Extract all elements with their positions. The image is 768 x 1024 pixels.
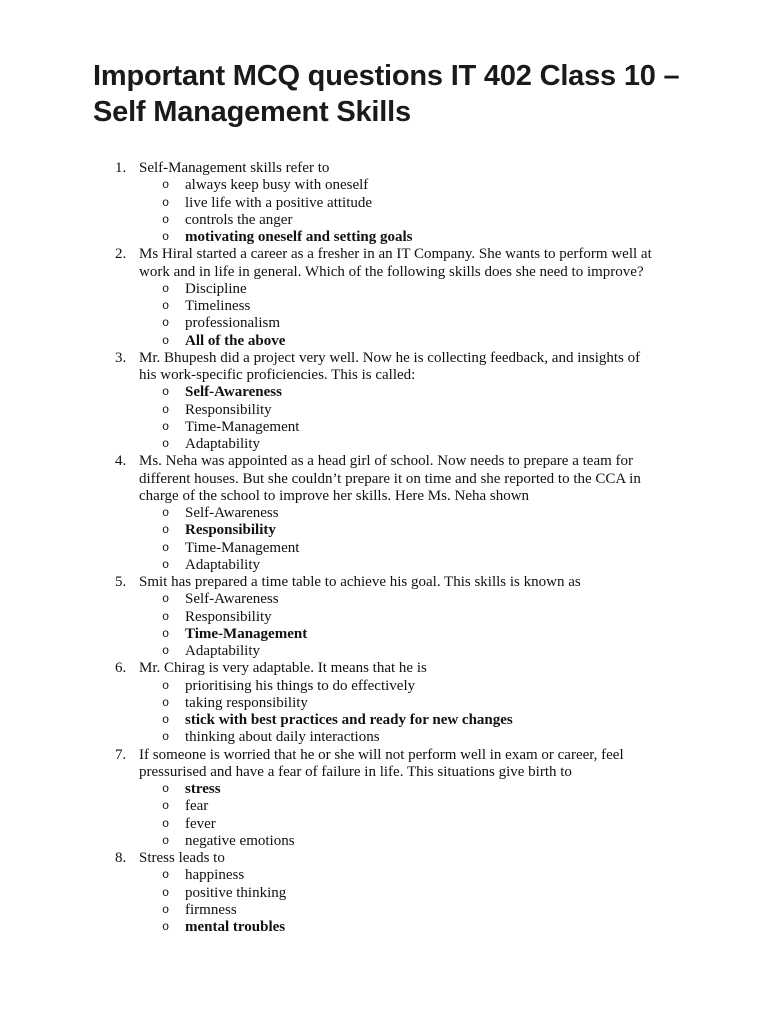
- option-text: mental troubles: [185, 919, 286, 935]
- option-item: [139, 419, 659, 436]
- option-text: negative emotions: [185, 832, 295, 849]
- hollow-bullet-icon: o: [162, 920, 170, 934]
- correct-option: [139, 712, 659, 729]
- option-text: Time-Management: [185, 539, 300, 556]
- correct-option: [139, 522, 659, 539]
- option-item: [139, 798, 659, 815]
- hollow-bullet-icon: o: [162, 506, 170, 520]
- hollow-bullet-icon: o: [162, 299, 170, 313]
- option-text: Responsibility: [185, 608, 272, 625]
- hollow-bullet-icon: o: [162, 609, 170, 624]
- hollow-bullet-icon: o: [162, 540, 170, 555]
- option-text: Responsibility: [185, 522, 276, 539]
- option-item: [139, 281, 659, 298]
- correct-option: [139, 384, 659, 401]
- question-number: 7.: [115, 746, 127, 763]
- question-number: 2.: [115, 246, 127, 263]
- hollow-bullet-icon: o: [162, 695, 170, 710]
- option-item: [139, 816, 659, 833]
- option-list: [139, 177, 659, 246]
- option-text: stick with best practices and ready for new changes: [185, 712, 513, 728]
- option-text: fever: [185, 815, 216, 832]
- option-list: [139, 591, 659, 660]
- question-number: 4.: [115, 453, 127, 470]
- option-item: [139, 678, 659, 695]
- option-text: happiness: [185, 867, 245, 884]
- question-text: Mr. Bhupesh did a project very well. Now he is collecting feedback, and insights of his work-specific proficiencies. This is called:: [139, 349, 641, 383]
- hollow-bullet-icon: o: [162, 212, 170, 227]
- hollow-bullet-icon: o: [162, 902, 170, 917]
- option-text: stress: [185, 781, 221, 797]
- option-item: [139, 540, 659, 557]
- option-text: taking responsibility: [185, 694, 308, 711]
- option-item: [139, 436, 659, 453]
- correct-option: [139, 333, 659, 350]
- option-text: Responsibility: [185, 401, 272, 418]
- hollow-bullet-icon: o: [162, 644, 170, 658]
- question-number: 6.: [115, 660, 127, 677]
- hollow-bullet-icon: o: [162, 782, 170, 796]
- option-item: [139, 402, 659, 419]
- question-item: [0, 246, 659, 350]
- question-text: Ms. Neha was appointed as a head girl of school. Now needs to prepare a team for different houses. But she couldn’t prepare it on time and she reported to the CCA in charge of the school to improve her skills. Here Ms. Neha shown: [139, 453, 641, 504]
- hollow-bullet-icon: o: [162, 281, 170, 296]
- option-text: Self-Awareness: [185, 384, 282, 401]
- option-list: [139, 384, 659, 453]
- option-text: professionalism: [185, 315, 280, 332]
- option-item: [139, 591, 659, 608]
- correct-option: [139, 229, 659, 246]
- option-text: Adaptability: [185, 556, 260, 573]
- option-list: [139, 781, 659, 850]
- option-text: Discipline: [185, 280, 247, 297]
- option-text: Adaptability: [185, 436, 260, 452]
- question-text: If someone is worried that he or she will not perform well in exam or career, feel pressurised and have a fear of failure in life. This situations give birth to: [139, 746, 624, 780]
- hollow-bullet-icon: o: [162, 833, 170, 848]
- question-text: Stress leads to: [139, 850, 225, 866]
- hollow-bullet-icon: o: [162, 678, 170, 693]
- option-text: motivating oneself and setting goals: [185, 229, 413, 245]
- hollow-bullet-icon: o: [162, 557, 170, 572]
- hollow-bullet-icon: o: [162, 195, 170, 210]
- option-list: [139, 505, 659, 574]
- option-item: [139, 885, 659, 902]
- question-number: 5.: [115, 574, 127, 590]
- hollow-bullet-icon: o: [162, 816, 170, 831]
- option-text: always keep busy with oneself: [185, 177, 369, 194]
- option-text: Self-Awareness: [185, 505, 279, 521]
- correct-option: [139, 919, 659, 936]
- option-text: Self-Awareness: [185, 591, 279, 608]
- hollow-bullet-icon: o: [162, 713, 170, 727]
- option-item: [139, 902, 659, 919]
- option-item: [139, 195, 659, 212]
- option-text: Timeliness: [185, 298, 251, 314]
- hollow-bullet-icon: o: [162, 523, 170, 538]
- option-item: [139, 609, 659, 626]
- correct-option: [139, 626, 659, 643]
- option-text: controls the anger: [185, 211, 293, 228]
- question-item: [0, 747, 659, 851]
- option-item: [139, 557, 659, 574]
- hollow-bullet-icon: o: [162, 592, 170, 607]
- hollow-bullet-icon: o: [162, 402, 170, 417]
- option-text: Time-Management: [185, 418, 300, 435]
- question-item: [0, 850, 659, 936]
- question-item: [0, 660, 659, 746]
- question-text: Self-Management skills refer to: [139, 160, 330, 176]
- question-item: [0, 574, 659, 660]
- question-number: 1.: [115, 160, 127, 176]
- question-text: Smit has prepared a time table to achieve his goal. This skills is known as: [139, 574, 581, 590]
- hollow-bullet-icon: o: [162, 385, 170, 400]
- option-item: [139, 315, 659, 332]
- question-item: [0, 350, 659, 454]
- option-item: [139, 505, 659, 522]
- question-text: Ms Hiral started a career as a fresher in an IT Company. She wants to perform well at work and in life in general. Which of the following skills does she need to improve?: [139, 246, 652, 280]
- question-number: 8.: [115, 850, 127, 866]
- hollow-bullet-icon: o: [162, 730, 170, 745]
- option-item: [139, 695, 659, 712]
- option-text: positive thinking: [185, 884, 287, 901]
- hollow-bullet-icon: o: [162, 626, 170, 641]
- option-text: firmness: [185, 901, 237, 918]
- hollow-bullet-icon: o: [162, 868, 170, 883]
- option-item: [139, 833, 659, 850]
- option-item: [139, 643, 659, 660]
- option-text: prioritising his things to do effectively: [185, 677, 416, 694]
- hollow-bullet-icon: o: [162, 230, 170, 244]
- hollow-bullet-icon: o: [162, 178, 170, 193]
- option-text: All of the above: [185, 332, 286, 349]
- hollow-bullet-icon: o: [162, 316, 170, 331]
- option-text: Adaptability: [185, 643, 260, 659]
- option-item: [139, 298, 659, 315]
- question-number: 3.: [115, 349, 127, 366]
- option-item: [139, 177, 659, 194]
- hollow-bullet-icon: o: [162, 437, 170, 451]
- question-list: [0, 160, 659, 936]
- hollow-bullet-icon: o: [162, 333, 170, 348]
- option-list: [139, 867, 659, 936]
- hollow-bullet-icon: o: [162, 885, 170, 900]
- option-text: fear: [185, 798, 209, 815]
- option-text: thinking about daily interactions: [185, 729, 380, 746]
- correct-option: [139, 781, 659, 798]
- option-text: Time-Management: [185, 625, 308, 642]
- hollow-bullet-icon: o: [162, 799, 170, 814]
- option-item: [139, 212, 659, 229]
- option-item: [139, 729, 659, 746]
- question-item: [0, 453, 659, 574]
- question-text: Mr. Chirag is very adaptable. It means that he is: [139, 660, 427, 677]
- option-list: [139, 281, 659, 350]
- option-list: [139, 678, 659, 747]
- option-text: live life with a positive attitude: [185, 194, 373, 211]
- question-item: [0, 160, 659, 246]
- option-item: [139, 867, 659, 884]
- page-title: Important MCQ questions IT 402 Class 10 – Self Management Skills: [93, 60, 680, 128]
- hollow-bullet-icon: o: [162, 419, 170, 434]
